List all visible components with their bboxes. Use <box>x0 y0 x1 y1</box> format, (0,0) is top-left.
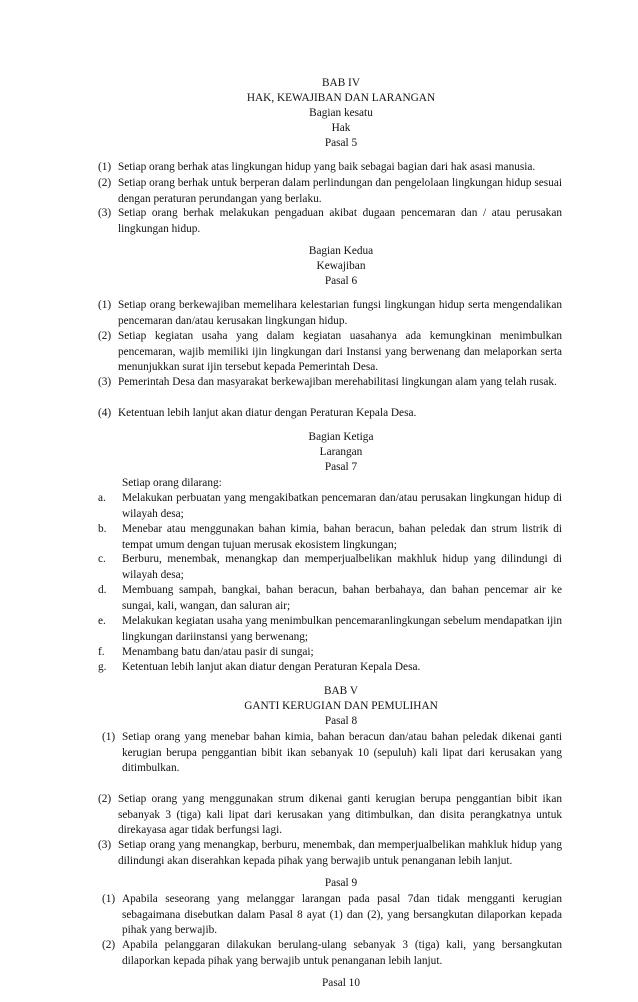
pasal8-item <box>98 838 562 869</box>
pasal5-title: Pasal 5 <box>324 137 358 149</box>
pasal6-title: Pasal 6 <box>324 275 358 287</box>
item-text: Ketentuan lebih lanjut akan diatur dengan Peraturan Kepala Desa. <box>118 407 417 419</box>
item-text: Apabila seseorang yang melanggar larangan pada pasal 7dan tidak mengganti kerugian sebagaimana disebutkan dalam Pasal 8 ayat (1) dan (2), yang bersangkutan dilaporkan kepada pihak yang berwajib. <box>122 893 562 936</box>
pasal7-item <box>98 614 562 645</box>
pasal6-item <box>98 329 562 376</box>
item-marker: a. <box>98 492 106 504</box>
item-marker: b. <box>98 523 107 535</box>
item-marker: (3) <box>98 839 112 851</box>
item-text: Berburu, menembak, menangkap dan memperjualbelikan makhluk hidup yang dilindungi di wilayah desa; <box>122 553 562 581</box>
item-marker: c. <box>98 553 106 565</box>
item-marker: (3) <box>98 207 112 219</box>
pasal5-item <box>98 160 562 176</box>
pasal7-item <box>98 491 562 522</box>
pasal7-item <box>98 660 562 676</box>
bagian3-subtitle: Larangan <box>319 446 363 458</box>
bagian2-title: Bagian Kedua <box>308 245 374 257</box>
pasal9-item <box>102 938 562 969</box>
pasal7-intro: Setiap orang dilarang: <box>122 477 222 489</box>
item-marker: (4) <box>98 407 112 419</box>
item-text: Setiap orang berkewajiban memelihara kelestarian fungsi lingkungan hidup serta mengendalikan pencemaran dan/atau kerusakan lingkungan hidup. <box>118 299 562 327</box>
pasal10-title: Pasal 10 <box>322 977 360 989</box>
item-text: Setiap orang berhak melakukan pengaduan akibat dugaan pencemaran dan / atau perusakan lingkungan hidup. <box>118 207 562 235</box>
bagian2-subtitle: Kewajiban <box>316 260 366 272</box>
item-text: Apabila pelanggaran dilakukan berulang-ulang sebanyak 3 (tiga) kali, yang bersangkutan dilaporkan kepada pihak yang berwajib untuk penanganan lebih lanjut. <box>122 939 562 967</box>
item-marker: (1) <box>102 731 116 743</box>
item-marker: e. <box>98 615 106 627</box>
item-marker: (1) <box>98 161 112 173</box>
bab4-title: BAB IV <box>322 77 360 89</box>
pasal7-item <box>98 552 562 583</box>
item-text: Setiap orang yang menangkap, berburu, menembak, dan memperjualbelikan mahkluk hidup yang dilindungi akan diserahkan kepada pihak yang berwajib untuk penanganan lebih lanjut. <box>118 839 562 867</box>
item-text: Ketentuan lebih lanjut akan diatur dengan Peraturan Kepala Desa. <box>122 661 421 673</box>
item-text: Menebar atau menggunakan bahan kimia, bahan beracun, bahan peledak dan strum listrik di tempat umum dengan tujuan merusak ekosistem lingkungan; <box>122 523 562 551</box>
item-text: Pemerintah Desa dan masyarakat berkewajiban merehabilitasi lingkungan alam yang telah rusak. <box>118 376 557 388</box>
pasal9-item <box>102 892 562 939</box>
pasal5-item <box>98 176 562 207</box>
bab4-subtitle: HAK, KEWAJIBAN DAN LARANGAN <box>246 92 436 104</box>
pasal7-item <box>98 583 562 614</box>
pasal8-item <box>102 730 562 777</box>
item-text: Setiap orang yang menggunakan strum dikenai ganti kerugian berupa penggantian bibit ikan sebanyak 3 (tiga) kali lipat dari kerusakan yang ditimbulkan, dan disita perangkatnya untuk direkayasa agar tidak berfungsi lagi. <box>118 793 562 836</box>
item-text: Melakukan kegiatan usaha yang menimbulkan pencemaranlingkungan sebelum mendapatkan ijin lingkungan dariinstansi yang berwenang; <box>122 615 562 643</box>
item-text: Setiap orang yang menebar bahan kimia, bahan beracun dan/atau bahan peledak dikenai ganti kerugian berupa penggantian bibit ikan sebanyak 10 (sepuluh) kali lipat dari kerusakan yang ditimbulkan. <box>122 731 562 774</box>
pasal7-item <box>98 522 562 553</box>
item-marker: f. <box>98 646 105 658</box>
item-marker: d. <box>98 584 107 596</box>
pasal6-item <box>98 406 562 422</box>
bab5-subtitle: GANTI KERUGIAN DAN PEMULIHAN <box>244 700 438 712</box>
bagian1-subtitle: Hak <box>331 122 351 134</box>
pasal9-title: Pasal 9 <box>324 877 358 889</box>
item-marker: (3) <box>98 376 112 388</box>
item-marker: g. <box>98 661 107 673</box>
bab5-title: BAB V <box>323 685 358 697</box>
item-marker: (2) <box>98 793 112 805</box>
pasal6-item <box>98 298 562 329</box>
pasal5-item <box>98 206 562 237</box>
pasal7-title: Pasal 7 <box>324 461 358 473</box>
item-text: Menambang batu dan/atau pasir di sungai; <box>122 646 314 658</box>
item-text: Setiap orang berhak atas lingkungan hidup yang baik sebagai bagian dari hak asasi manusia. <box>118 161 536 173</box>
pasal7-item <box>98 645 562 661</box>
pasal6-item <box>98 375 562 391</box>
item-marker: (2) <box>98 177 112 189</box>
item-marker: (2) <box>102 939 116 951</box>
item-marker: (1) <box>98 299 112 311</box>
item-text: Setiap kegiatan usaha yang dalam kegiatan uasahanya ada kemungkinan menimbulkan pencemaran, wajib memiliki ijin lingkungan dari Instansi yang berwenang dan melaporkan serta menunjukkan surat ijin tersebut kepada Pemerintah Desa. <box>118 330 562 373</box>
pasal8-item <box>98 792 562 839</box>
item-marker: (1) <box>102 893 116 905</box>
item-marker: (2) <box>98 330 112 342</box>
pasal8-title: Pasal 8 <box>324 715 358 727</box>
item-text: Setiap orang berhak untuk berperan dalam perlindungan dan pengelolaan lingkungan hidup sesuai dengan peraturan perundangan yang berlaku. <box>118 177 562 205</box>
item-text: Membuang sampah, bangkai, bahan beracun, bahan berbahaya, dan bahan pencemar air ke sungai, kali, wangan, dan saluran air; <box>122 584 562 612</box>
bagian3-title: Bagian Ketiga <box>308 431 374 443</box>
bagian1-title: Bagian kesatu <box>309 107 373 119</box>
item-text: Melakukan perbuatan yang mengakibatkan pencemaran dan/atau perusakan lingkungan hidup di wilayah desa; <box>122 492 562 520</box>
